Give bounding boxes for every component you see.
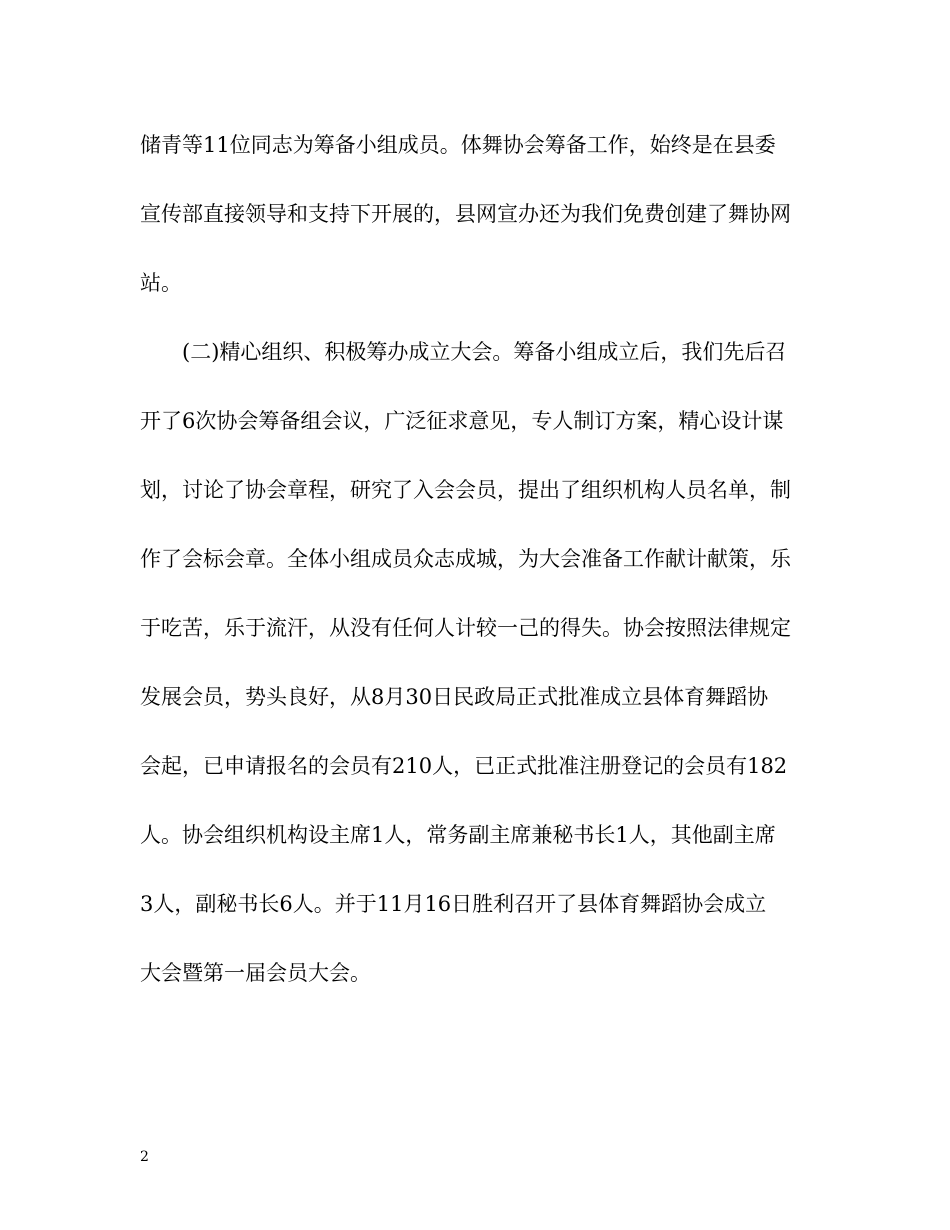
text-line-1: 储青等11位同志为筹备小组成员。体舞协会筹备工作，始终是在县委 (140, 133, 776, 157)
body-text (140, 125, 820, 1022)
text-line-11: 人。协会组织机构设主席1人，常务副主席兼秘书长1人，其他副主席 (140, 823, 776, 847)
text-line-5: 开了6次协会筹备组会议，广泛征求意见，专人制订方案，精心设计谋 (140, 409, 784, 433)
text-line-6: 划，讨论了协会章程，研究了入会会员，提出了组织机构人员名单，制 (140, 478, 791, 502)
text-line-3: 站。 (140, 271, 182, 295)
text-line-2: 宣传部直接领导和支持下开展的，县网宣办还为我们免费创建了舞协网 (140, 202, 791, 226)
text-line-8: 于吃苦，乐于流汗，从没有任何人计较一己的得失。协会按照法律规定 (140, 616, 791, 640)
text-line-9: 发展会员，势头良好，从8月30日民政局正式批准成立县体育舞蹈协 (140, 685, 769, 709)
text-line-7: 作了会标会章。全体小组成员众志成城，为大会准备工作献计献策，乐 (140, 547, 791, 571)
page-number: 2 (140, 1149, 149, 1165)
text-line-10: 会起，已申请报名的会员有210人，已正式批准注册登记的会员有182 (140, 754, 788, 778)
text-line-4: (二)精心组织、积极筹办成立大会。筹备小组成立后，我们先后召 (182, 340, 787, 364)
text-line-12: 3人，副秘书长6人。并于11月16日胜利召开了县体育舞蹈协会成立 (140, 892, 767, 916)
text-line-13: 大会暨第一届会员大会。 (140, 961, 371, 985)
